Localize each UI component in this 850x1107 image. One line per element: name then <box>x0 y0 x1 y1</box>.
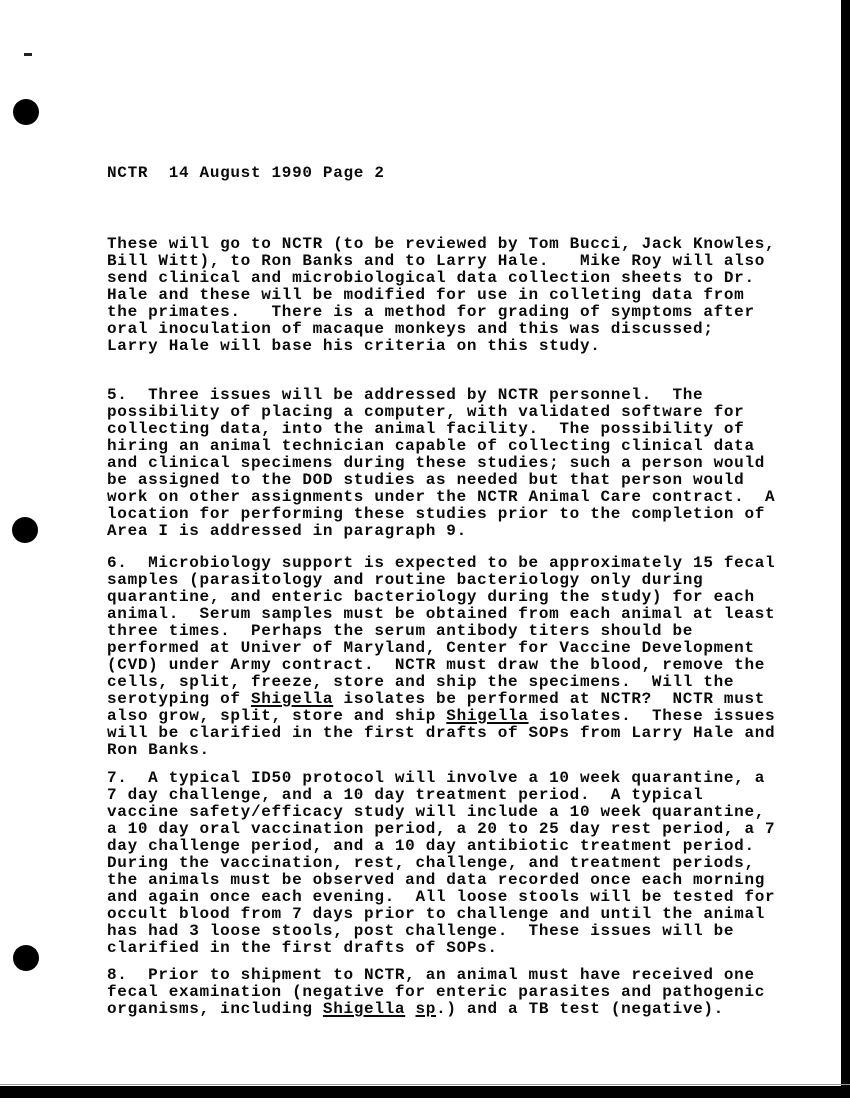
text-line: Area I is addressed in paragraph 9. <box>107 522 467 540</box>
text-line: send clinical and microbiological data collection sheets to Dr. <box>107 269 755 287</box>
text-line: serotyping of Shigella isolates be performed at NCTR? NCTR must <box>107 690 766 708</box>
hole-punch-icon <box>12 517 38 543</box>
paragraph <box>107 967 807 1018</box>
text-line: clarified in the first drafts of SOPs. <box>107 939 498 957</box>
text-line: Hale and these will be modified for use in colleting data from <box>107 286 745 304</box>
underlined-term: sp <box>415 1000 437 1018</box>
text-line: work on other assignments under the NCTR Animal Care contract. A <box>107 488 776 506</box>
text-line: samples (parasitology and routine bacteriology only during <box>107 571 704 589</box>
paragraph <box>107 555 807 759</box>
document-body <box>107 236 807 1018</box>
text-line: fecal examination (negative for enteric parasites and pathogenic <box>107 983 766 1001</box>
text-line: the primates. There is a method for grading of symptoms after <box>107 303 755 321</box>
text-line: These will go to NCTR (to be reviewed by Tom Bucci, Jack Knowles, <box>107 235 776 253</box>
text-line: location for performing these studies prior to the completion of <box>107 505 766 523</box>
text-line: Bill Witt), to Ron Banks and to Larry Hale. Mike Roy will also <box>107 252 766 270</box>
text-line: also grow, split, store and ship Shigella isolates. These issues <box>107 707 776 725</box>
text-line: the animals must be observed and data recorded once each morning <box>107 871 766 889</box>
hole-punch-icon <box>13 99 39 125</box>
text-line: possibility of placing a computer, with validated software for <box>107 403 745 421</box>
text-line: and again once each evening. All loose stools will be tested for <box>107 888 776 906</box>
text-line: hiring an animal technician capable of collecting clinical data <box>107 437 755 455</box>
text-line: day challenge period, and a 10 day antibiotic treatment period. <box>107 837 755 855</box>
text-line: collecting data, into the animal facility. The possibility of <box>107 420 745 438</box>
paragraph <box>107 770 807 957</box>
text-line: three times. Perhaps the serum antibody titers should be <box>107 622 694 640</box>
text-line: (CVD) under Army contract. NCTR must draw the blood, remove the <box>107 656 766 674</box>
text-line: has had 3 loose stools, post challenge. These issues will be <box>107 922 735 940</box>
paragraph <box>107 387 807 540</box>
scan-edge-bottom-bar <box>0 1086 850 1098</box>
text-line: oral inoculation of macaque monkeys and this was discussed; <box>107 320 714 338</box>
paragraph <box>107 236 807 355</box>
text-line: 6. Microbiology support is expected to be approximately 15 fecal <box>107 554 776 572</box>
text-line: occult blood from 7 days prior to challenge and until the animal <box>107 905 766 923</box>
underlined-term: Shigella <box>446 707 529 725</box>
text-line: Larry Hale will base his criteria on this study. <box>107 337 601 355</box>
text-line: and clinical specimens during these studies; such a person would <box>107 454 766 472</box>
hole-punch-icon <box>13 945 39 971</box>
text-line: quarantine, and enteric bacteriology during the study) for each <box>107 588 755 606</box>
document-content <box>107 131 807 1067</box>
text-line: performed at Univer of Maryland, Center for Vaccine Development <box>107 639 755 657</box>
scan-edge-right-bar <box>841 0 850 1098</box>
text-line: 7 day challenge, and a 10 day treatment period. A typical <box>107 786 704 804</box>
text-line: be assigned to the DOD studies as needed but that person would <box>107 471 745 489</box>
text-line: will be clarified in the first drafts of SOPs from Larry Hale and <box>107 724 776 742</box>
text-line: a 10 day oral vaccination period, a 20 to 25 day rest period, a 7 <box>107 820 776 838</box>
underlined-term: Shigella <box>322 1000 406 1018</box>
scan-artifact-dash <box>24 53 32 56</box>
document-header: NCTR 14 August 1990 Page 2 <box>107 164 385 182</box>
text-line: 8. Prior to shipment to NCTR, an animal must have received one <box>107 966 755 984</box>
text-line: Ron Banks. <box>107 741 210 759</box>
text-line: vaccine safety/efficacy study will include a 10 week quarantine, <box>107 803 766 821</box>
text-line: cells, split, freeze, store and ship the specimens. Will the <box>107 673 735 691</box>
text-line: organisms, including Shigella sp.) and a TB test (negative). <box>107 1000 724 1018</box>
underlined-term: Shigella <box>250 690 334 708</box>
text-line: 5. Three issues will be addressed by NCTR personnel. The <box>107 386 704 404</box>
text-line: animal. Serum samples must be obtained from each animal at least <box>107 605 776 623</box>
text-line: 7. A typical ID50 protocol will involve a 10 week quarantine, a <box>107 769 766 787</box>
text-line: During the vaccination, rest, challenge, and treatment periods, <box>107 854 755 872</box>
